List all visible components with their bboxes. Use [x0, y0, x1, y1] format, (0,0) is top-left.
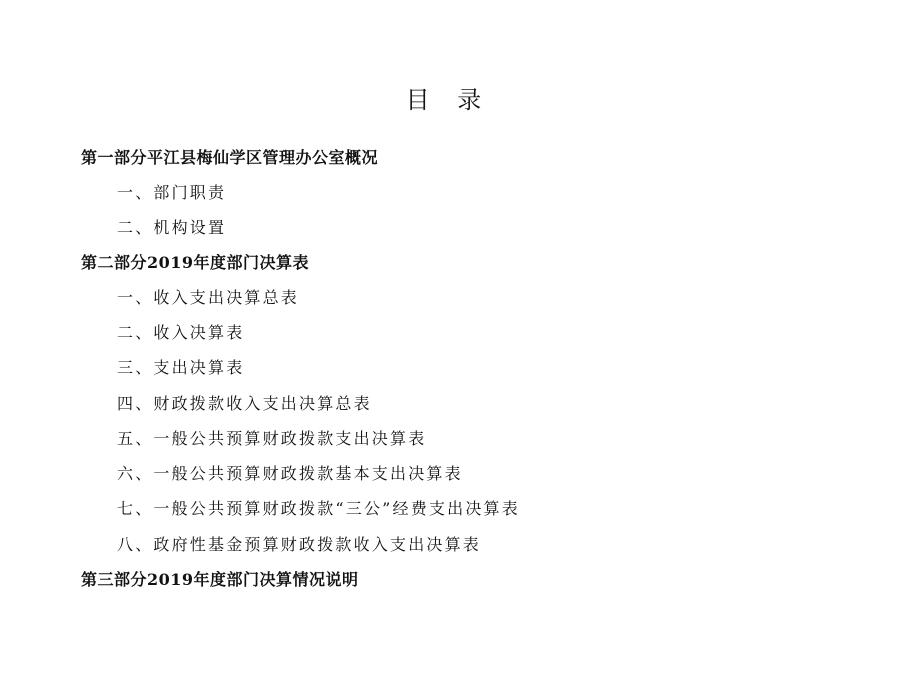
toc-item-2-5: 五、一般公共预算财政拨款支出决算表 [117, 429, 427, 448]
toc-item-2-7: 七、一般公共预算财政拨款“三公”经费支出决算表 [117, 499, 520, 518]
toc-item-1-2: 二、机构设置 [117, 218, 227, 237]
toc-part-2-heading: 第二部分2019年度部门决算表 [81, 253, 310, 272]
toc-item-2-8: 八、政府性基金预算财政拨款收入支出决算表 [117, 535, 482, 554]
toc-item-2-2: 二、收入决算表 [117, 323, 245, 342]
toc-part-3-heading: 第三部分2019年度部门决算情况说明 [81, 570, 359, 589]
toc-item-1-1: 一、部门职责 [117, 183, 227, 202]
toc-item-2-6: 六、一般公共预算财政拨款基本支出决算表 [117, 464, 463, 483]
toc-part-1-heading: 第一部分平江县梅仙学区管理办公室概况 [81, 148, 379, 167]
toc-item-2-1: 一、收入支出决算总表 [117, 288, 300, 307]
page-title: 目 录 [405, 86, 492, 114]
toc-item-2-3: 三、支出决算表 [117, 358, 245, 377]
toc-item-2-4: 四、财政拨款收入支出决算总表 [117, 394, 372, 413]
